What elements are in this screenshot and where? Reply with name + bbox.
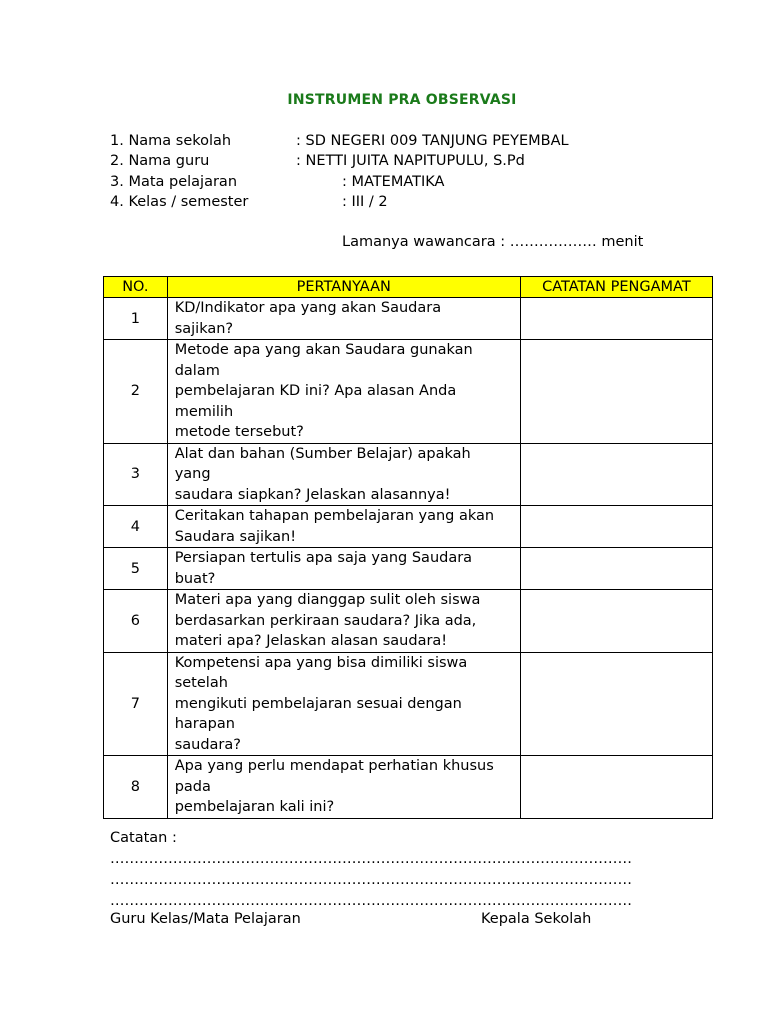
observer-notes-cell[interactable] bbox=[520, 652, 712, 756]
question-line: Alat dan bahan (Sumber Belajar) apakah bbox=[174, 445, 471, 462]
question-cell bbox=[167, 340, 520, 444]
observer-notes-cell[interactable] bbox=[520, 548, 712, 590]
notes-section bbox=[110, 828, 632, 912]
interview-duration: Lamanya wawancara : ……………… menit bbox=[342, 234, 644, 250]
header-no: NO. bbox=[104, 277, 168, 298]
question-cell bbox=[167, 590, 520, 653]
question-line: buat? bbox=[174, 570, 216, 587]
notes-line-1: ……………………………………………………………………………………………… bbox=[110, 851, 632, 867]
info-value-class: : III / 2 bbox=[342, 194, 388, 210]
question-line: pembelajaran KD ini? Apa alasan Anda bbox=[174, 383, 457, 399]
question-line: Kompetensi apa yang bisa dimiliki siswa bbox=[174, 654, 468, 671]
document-title: INSTRUMEN PRA OBSERVASI bbox=[287, 92, 517, 108]
row-number: 6 bbox=[104, 590, 168, 653]
observation-table bbox=[103, 276, 713, 819]
question-line: harapan bbox=[174, 716, 235, 732]
row-number: 4 bbox=[104, 506, 168, 548]
notes-line-3: ……………………………………………………………………………………………… bbox=[110, 893, 632, 909]
row-number: 5 bbox=[104, 548, 168, 590]
info-value-subject: : MATEMATIKA bbox=[342, 174, 445, 190]
observer-notes-cell[interactable] bbox=[520, 590, 712, 653]
signature-principal: Kepala Sekolah bbox=[481, 911, 592, 927]
question-line: mengikuti pembelajaran sesuai dengan bbox=[174, 695, 462, 712]
question-line: Apa yang perlu mendapat perhatian khusus bbox=[174, 758, 494, 774]
header-observer-notes: CATATAN PENGAMAT bbox=[520, 277, 712, 298]
question-cell bbox=[167, 506, 520, 548]
question-line: setelah bbox=[174, 675, 228, 691]
notes-label: Catatan : bbox=[110, 830, 177, 846]
observer-notes-cell[interactable] bbox=[520, 506, 712, 548]
observer-notes-cell[interactable] bbox=[520, 756, 712, 819]
table-row bbox=[104, 652, 713, 756]
info-value-teacher: : NETTI JUITA NAPITUPULU, S.Pd bbox=[296, 153, 525, 169]
question-line: KD/Indikator apa yang akan Saudara bbox=[174, 300, 442, 316]
info-value-school: : SD NEGERI 009 TANJUNG PEYEMBAL bbox=[296, 133, 569, 149]
row-number: 8 bbox=[104, 756, 168, 819]
question-cell bbox=[167, 756, 520, 819]
question-line: memilih bbox=[174, 403, 234, 420]
row-number: 3 bbox=[104, 443, 168, 506]
question-line: Materi apa yang dianggap sulit oleh siswa bbox=[174, 592, 481, 608]
question-line: pembelajaran kali ini? bbox=[174, 799, 335, 815]
info-block bbox=[110, 131, 670, 215]
table-header-row bbox=[104, 277, 713, 298]
question-line: Ceritakan tahapan pembelajaran yang akan bbox=[174, 508, 495, 524]
table-row bbox=[104, 590, 713, 653]
info-label-subject: 3. Mata pelajaran bbox=[110, 174, 238, 190]
question-line: Metode apa yang akan Saudara gunakan bbox=[174, 342, 473, 358]
question-cell bbox=[167, 548, 520, 590]
question-line: pada bbox=[174, 778, 211, 795]
question-line: metode tersebut? bbox=[174, 424, 304, 440]
question-line: Saudara sajikan! bbox=[174, 528, 297, 545]
question-line: Persiapan tertulis apa saja yang Saudara bbox=[174, 550, 473, 566]
table-row bbox=[104, 756, 713, 819]
row-number: 7 bbox=[104, 652, 168, 756]
info-label-teacher: 2. Nama guru bbox=[110, 153, 210, 169]
question-line: saudara siapkan? Jelaskan alasannya! bbox=[174, 486, 451, 503]
notes-line-2: ……………………………………………………………………………………………… bbox=[110, 872, 632, 888]
question-line: yang bbox=[174, 466, 211, 482]
table-row bbox=[104, 548, 713, 590]
info-label-school: 1. Nama sekolah bbox=[110, 133, 232, 149]
question-line: berdasarkan perkiraan saudara? Jika ada, bbox=[174, 612, 477, 629]
table-row bbox=[104, 506, 713, 548]
header-question: PERTANYAAN bbox=[167, 277, 520, 298]
observer-notes-cell[interactable] bbox=[520, 443, 712, 506]
observer-notes-cell[interactable] bbox=[520, 340, 712, 444]
observer-notes-cell[interactable] bbox=[520, 298, 712, 340]
table-row bbox=[104, 340, 713, 444]
table-row bbox=[104, 298, 713, 340]
question-line: saudara? bbox=[174, 736, 241, 753]
row-number: 2 bbox=[104, 340, 168, 444]
question-line: dalam bbox=[174, 362, 220, 379]
question-line: sajikan? bbox=[174, 320, 234, 337]
table-row bbox=[104, 443, 713, 506]
question-line: materi apa? Jelaskan alasan saudara! bbox=[174, 633, 448, 649]
question-cell bbox=[167, 298, 520, 340]
signature-teacher: Guru Kelas/Mata Pelajaran bbox=[110, 911, 301, 927]
table-body bbox=[104, 298, 713, 819]
question-cell bbox=[167, 652, 520, 756]
row-number: 1 bbox=[104, 298, 168, 340]
info-label-class: 4. Kelas / semester bbox=[110, 194, 249, 210]
question-cell bbox=[167, 443, 520, 506]
